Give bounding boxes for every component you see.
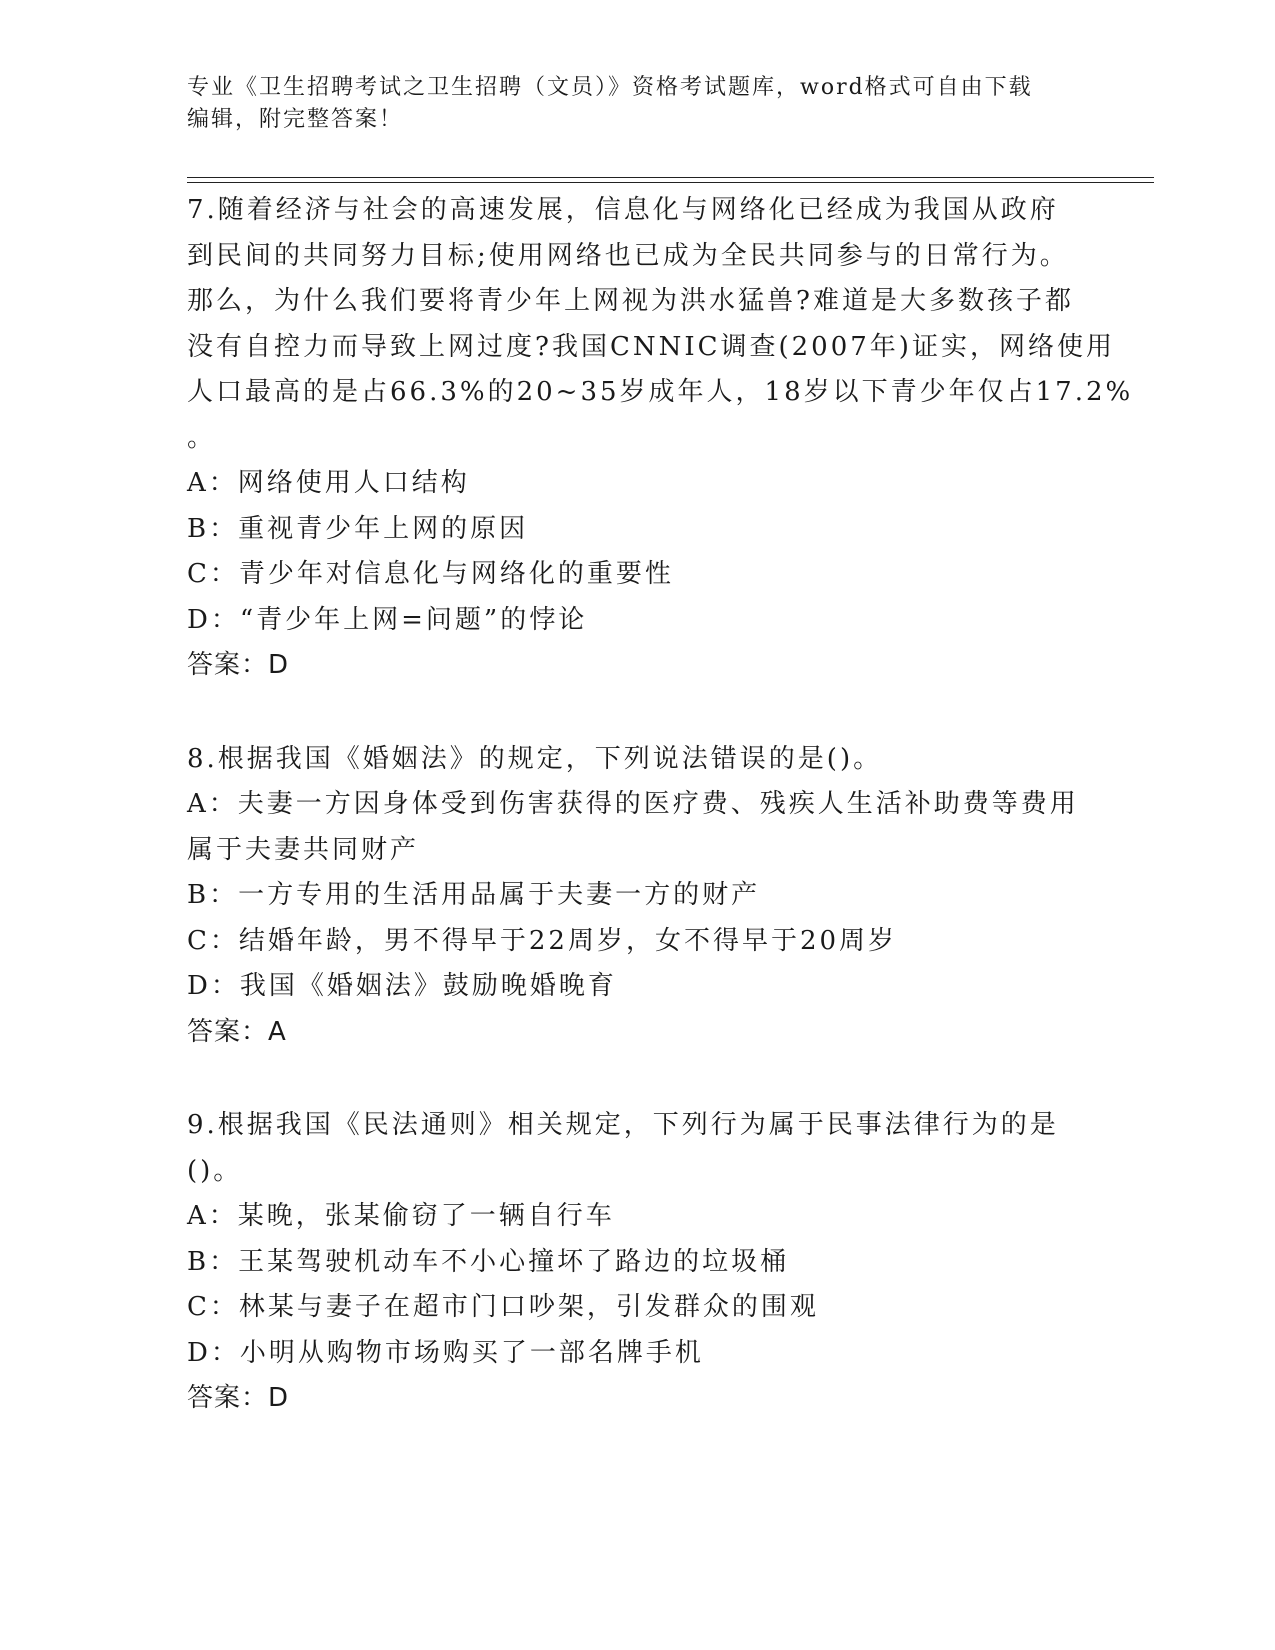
header-rule-top [187,177,1154,178]
option-d: D：“青少年上网=问题”的悖论 [187,604,588,635]
question-list [187,188,1134,1422]
option-b: B：重视青少年上网的原因 [187,513,529,544]
option-c: C：林某与妻子在超市门口吵架，引发群众的围观 [187,1292,819,1322]
answer-label: 答案：D [187,1383,290,1413]
option-b: B：王某驾驶机动车不小心撞坏了路边的垃圾桶 [187,1246,790,1277]
question-text-line: 。 [187,422,217,453]
option-a: A：网络使用人口结构 [187,468,470,498]
question-text-line: 人口最高的是占66.3%的20~35岁成年人，18岁以下青少年仅占17.2% [187,377,1134,407]
header-line-1: 专业《卫生招聘考试之卫生招聘（文员）》资格考试题库，word格式可自由下载 [187,75,1033,100]
option-a: A：夫妻一方因身体受到伤害获得的医疗费、残疾人生活补助费等费用 [187,789,1079,819]
option-d: D：我国《婚姻法》鼓励晚婚晚育 [187,971,617,1001]
question-8 [187,737,1087,1056]
option-c: C：结婚年龄，男不得早于22周岁，女不得早于20周岁 [187,925,898,956]
question-text-line: 9.根据我国《民法通则》相关规定，下列行为属于民事法律行为的是 [187,1110,1059,1140]
question-text-line: 那么，为什么我们要将青少年上网视为洪水猛兽?难道是大多数孩子都 [187,286,1074,316]
question-7 [187,188,1134,689]
answer-label: 答案：D [187,650,290,680]
answer-label: 答案：A [187,1016,287,1047]
option-d: D：小明从购物市场购买了一部名牌手机 [187,1337,704,1368]
option-a-continued: 属于夫妻共同财产 [187,834,420,865]
header-line-2: 编辑，附完整答案！ [187,107,404,132]
question-text-line: 到民间的共同努力目标;使用网络也已成为全民共同参与的日常行为。 [187,240,1069,271]
document-header [187,72,1087,136]
question-text-line: 7.随着经济与社会的高速发展，信息化与网络化已经成为我国从政府 [187,195,1059,225]
option-c: C：青少年对信息化与网络化的重要性 [187,559,674,589]
question-text-line: 8.根据我国《婚姻法》的规定，下列说法错误的是()。 [187,743,883,774]
question-9 [187,1103,1087,1422]
question-text-line: ()。 [187,1155,243,1186]
option-b: B：一方专用的生活用品属于夫妻一方的财产 [187,880,761,910]
option-a: A：某晚，张某偷窃了一辆自行车 [187,1201,615,1231]
header-rule-bottom [187,182,1154,183]
question-text-line: 没有自控力而导致上网过度?我国CNNIC调查(2007年)证实，网络使用 [187,331,1115,362]
